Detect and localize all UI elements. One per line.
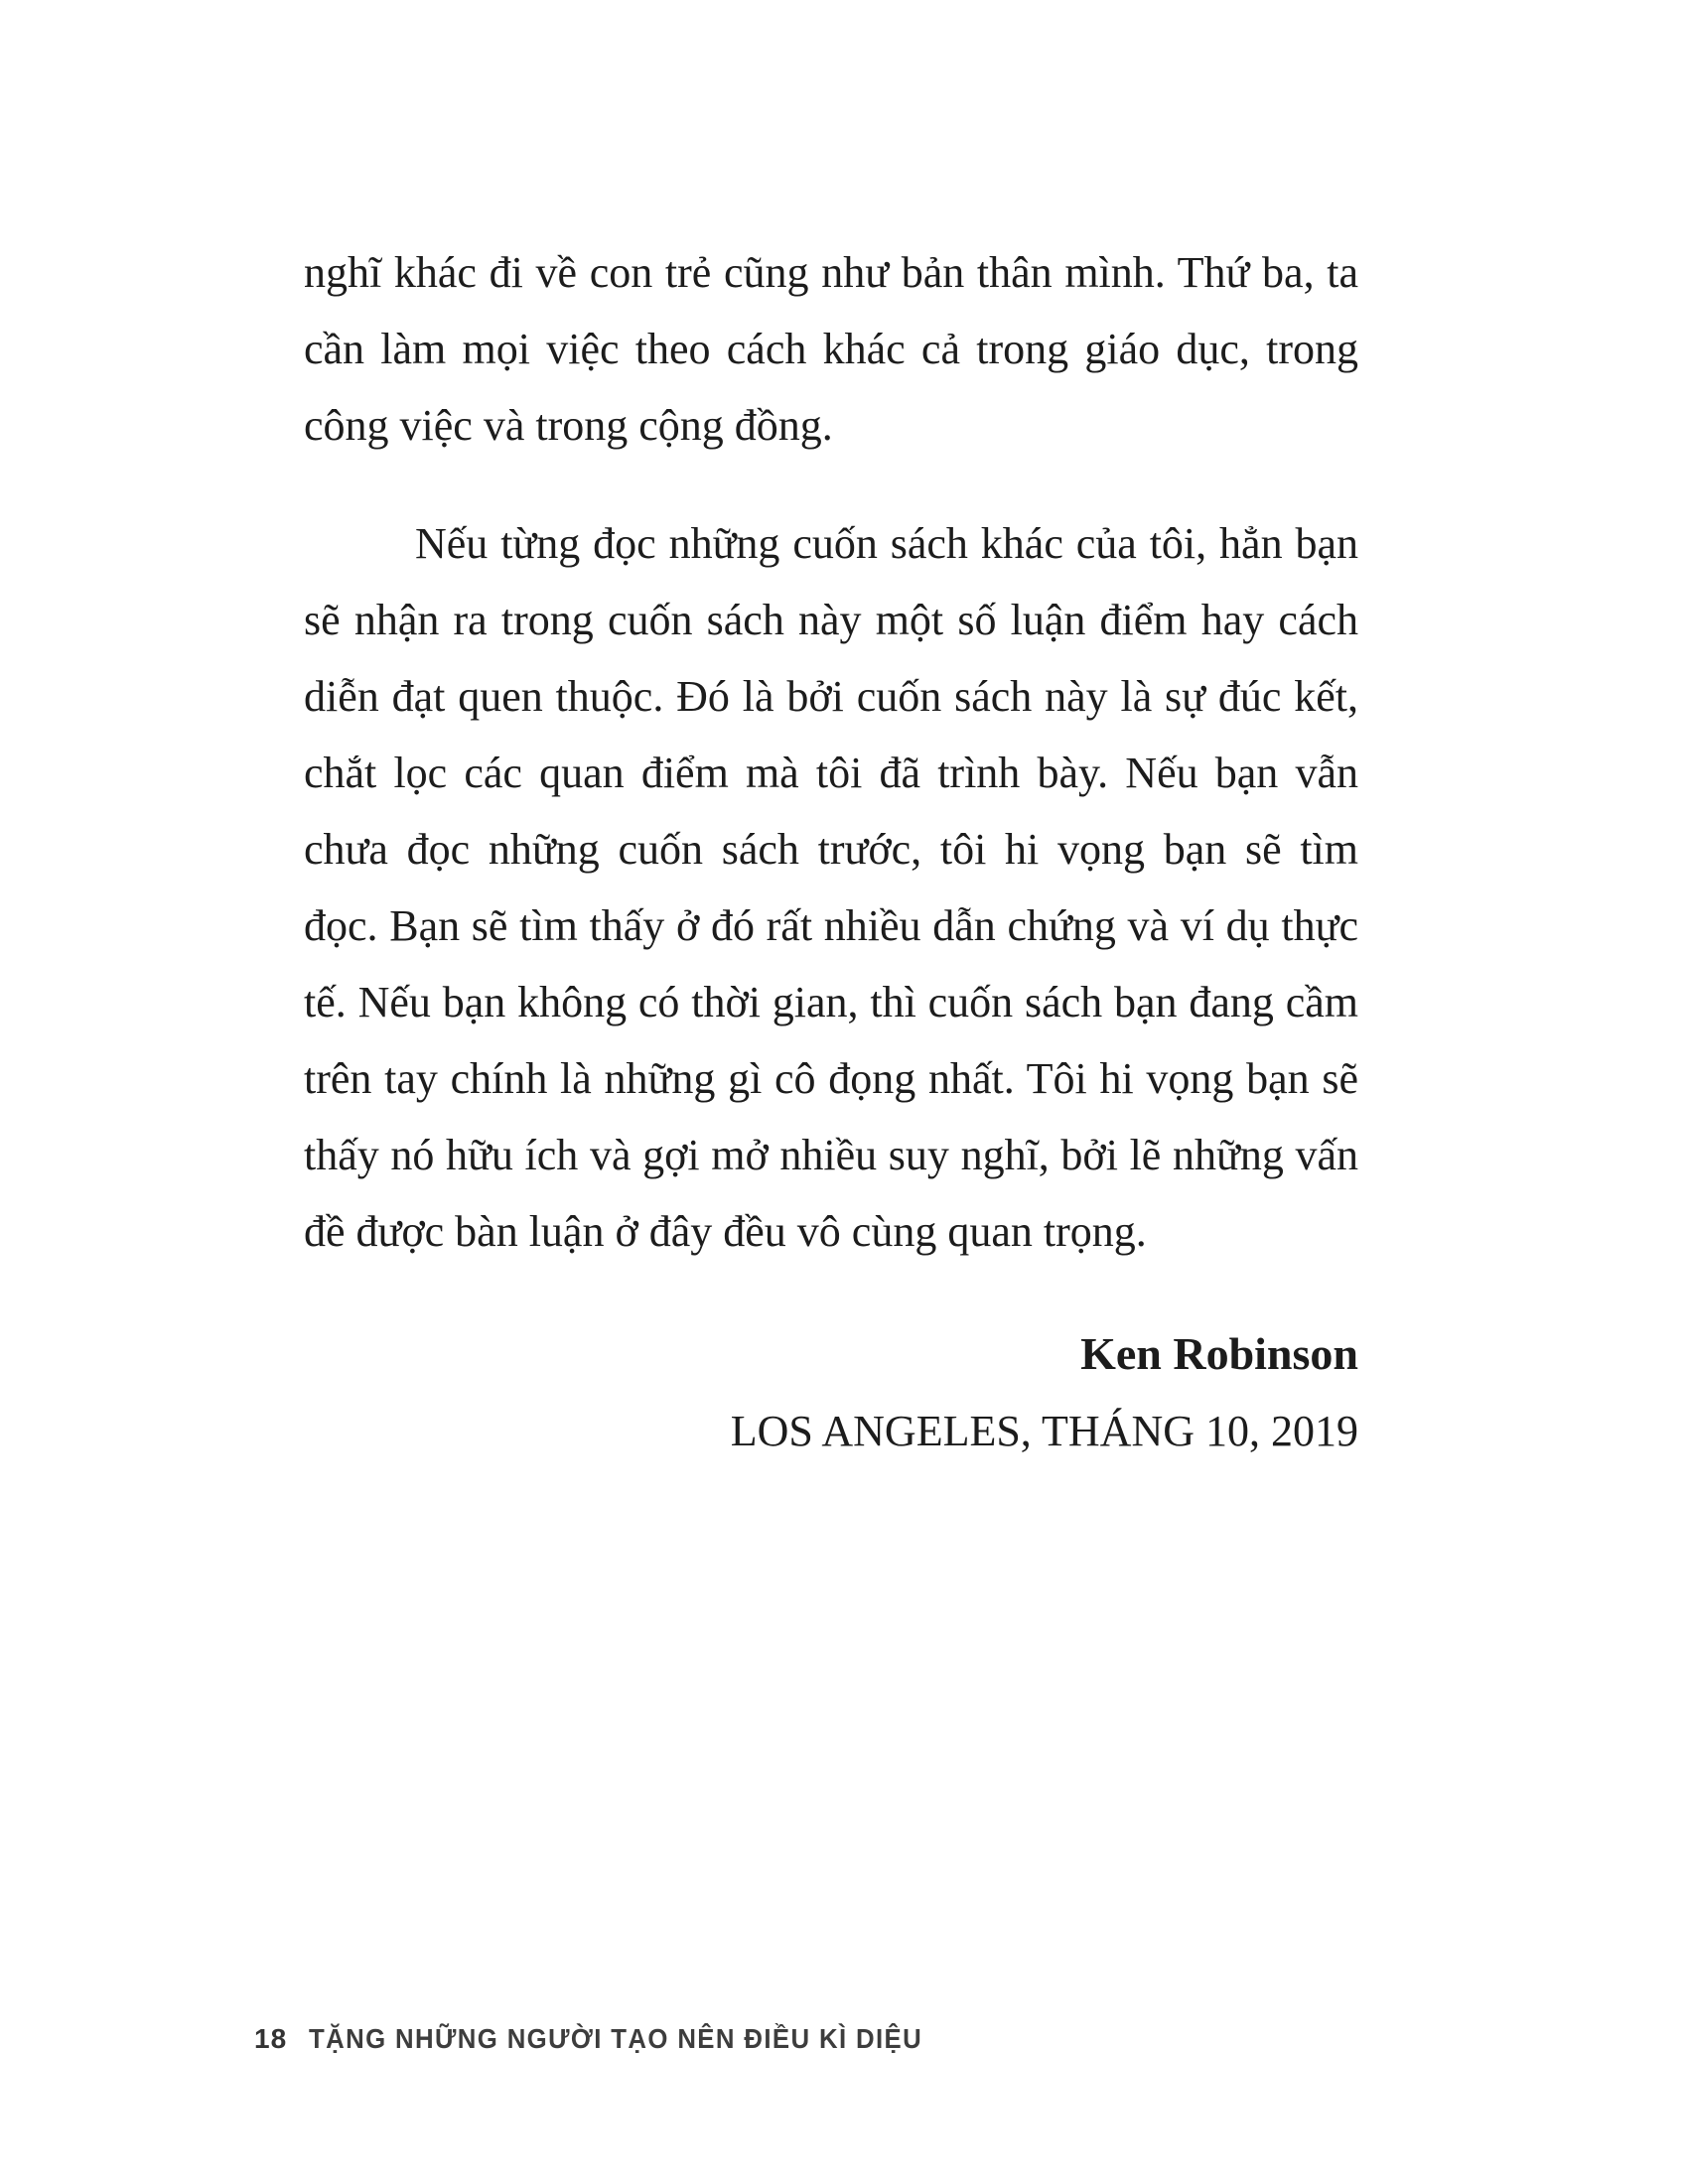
signature-block: [304, 1315, 1358, 1470]
page-footer: [254, 2023, 976, 2055]
main-text-block: [304, 234, 1358, 1470]
place-date-line: LOS ANGELES, THÁNG 10, 2019: [730, 1407, 1358, 1455]
paragraph-continuation: nghĩ khác đi về con trẻ cũng như bản thân mình. Thứ ba, ta cần làm mọi việc theo cách khác cả trong giáo dục, trong công việc và trong cộng đồng.: [304, 248, 1358, 450]
running-footer-title: TẶNG NHỮNG NGƯỜI TẠO NÊN ĐIỀU KÌ DIỆU: [309, 2023, 923, 2054]
page-number: 18: [254, 2023, 288, 2054]
author-signature: Ken Robinson: [1080, 1328, 1358, 1379]
paragraph-closing: Nếu từng đọc những cuốn sách khác của tôi, hẳn bạn sẽ nhận ra trong cuốn sách này một số luận điểm hay cách diễn đạt quen thuộc. Đó là bởi cuốn sách này là sự đúc kết, chắt lọc các quan điểm mà tôi đã trình bày. Nếu bạn vẫn chưa đọc những cuốn sách trước, tôi hi vọng bạn sẽ tìm đọc. Bạn sẽ tìm thấy ở đó rất nhiều dẫn chứng và ví dụ thực tế. Nếu bạn không có thời gian, thì cuốn sách bạn đang cầm trên tay chính là những gì cô đọng nhất. Tôi hi vọng bạn sẽ thấy nó hữu ích và gợi mở nhiều suy nghĩ, bởi lẽ những vấn đề được bàn luận ở đây đều vô cùng quan trọng.: [304, 519, 1358, 1256]
